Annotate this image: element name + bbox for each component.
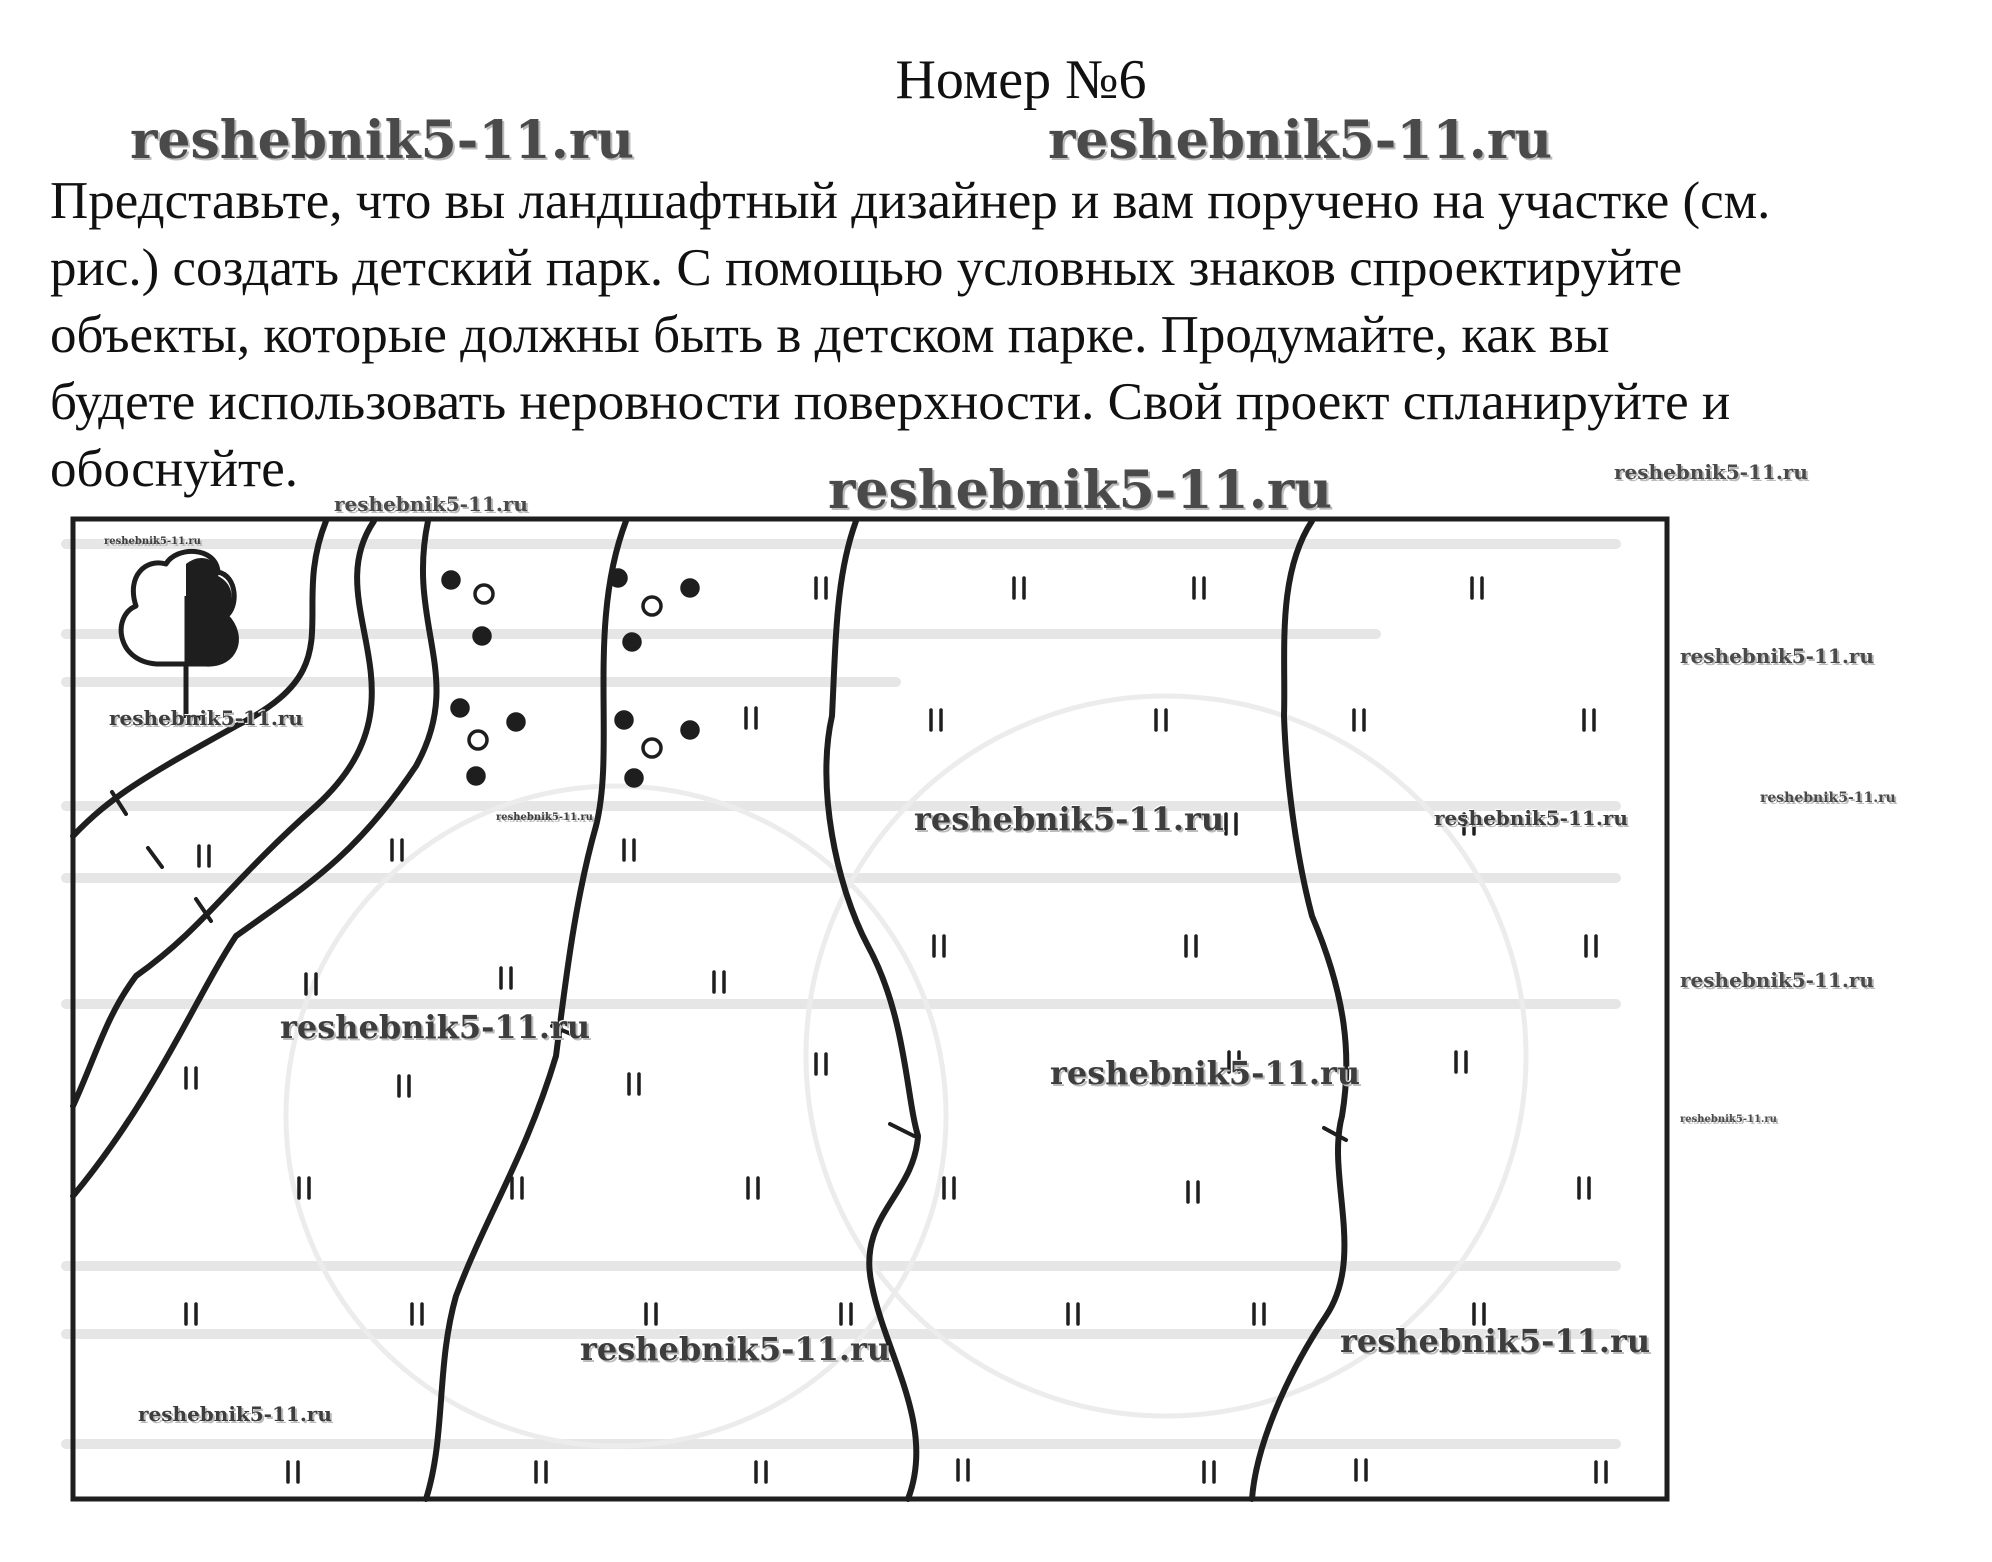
forest-dot bbox=[474, 628, 490, 644]
watermark: reshebnik5-11.ru bbox=[1760, 790, 1896, 806]
contour-line bbox=[1252, 521, 1346, 1499]
slope-tick bbox=[890, 1124, 914, 1136]
watermark: reshebnik5-11.ru bbox=[1050, 1054, 1361, 1092]
page-title: Номер №6 bbox=[895, 49, 1147, 111]
slope-tick bbox=[1324, 1128, 1346, 1140]
watermark: reshebnik5-11.ru bbox=[280, 1008, 591, 1046]
watermark: reshebnik5-11.ru bbox=[496, 812, 593, 823]
terrain-map bbox=[56, 496, 1682, 1518]
watermark: reshebnik5-11.ru bbox=[334, 492, 528, 516]
forest-dot bbox=[682, 580, 698, 596]
watermark: reshebnik5-11.ru bbox=[1048, 110, 1553, 171]
task-line: рис.) создать детский парк. С помощью условных знаков спроектируйте bbox=[50, 239, 1683, 297]
forest-ring bbox=[643, 597, 661, 615]
forest-dot bbox=[626, 770, 642, 786]
watermark: reshebnik5-11.ru bbox=[104, 536, 201, 547]
task-line: объекты, которые должны быть в детском парке. Продумайте, как вы bbox=[50, 306, 1610, 364]
forest-dot bbox=[508, 714, 524, 730]
watermark: reshebnik5-11.ru bbox=[1680, 968, 1874, 992]
watermark: reshebnik5-11.ru bbox=[138, 1402, 332, 1426]
watermark: reshebnik5-11.ru bbox=[828, 460, 1333, 521]
tree-icon bbox=[121, 551, 236, 718]
watermark: reshebnik5-11.ru bbox=[1680, 644, 1874, 668]
tree-shadow bbox=[186, 558, 236, 664]
task-line: будете использовать неровности поверхности. Свой проект спланируйте и bbox=[50, 373, 1731, 431]
watermark: reshebnik5-11.ru bbox=[1680, 1114, 1777, 1125]
watermark: reshebnik5-11.ru bbox=[1434, 806, 1628, 830]
forest-dot bbox=[624, 634, 640, 650]
forest-dot bbox=[610, 570, 626, 586]
watermark: reshebnik5-11.ru bbox=[109, 706, 303, 730]
watermark: reshebnik5-11.ru bbox=[1614, 460, 1808, 484]
forest-dot bbox=[616, 712, 632, 728]
forest-dot bbox=[443, 572, 459, 588]
slope-tick bbox=[148, 848, 162, 867]
watermark: reshebnik5-11.ru bbox=[1340, 1322, 1651, 1360]
forest-dot bbox=[468, 768, 484, 784]
task-text bbox=[50, 168, 1990, 503]
watermark: reshebnik5-11.ru bbox=[914, 800, 1225, 838]
watermark: reshebnik5-11.ru bbox=[130, 110, 635, 171]
watermark: reshebnik5-11.ru bbox=[580, 1330, 891, 1368]
forest-dot bbox=[452, 700, 468, 716]
forest-ring bbox=[643, 739, 661, 757]
forest-ring bbox=[475, 585, 493, 603]
task-line: обоснуйте. bbox=[50, 440, 298, 498]
task-line: Представьте, что вы ландшафтный дизайнер и вам поручено на участке (см. bbox=[50, 172, 1771, 230]
forest-dot bbox=[682, 722, 698, 738]
forest-ring bbox=[469, 731, 487, 749]
